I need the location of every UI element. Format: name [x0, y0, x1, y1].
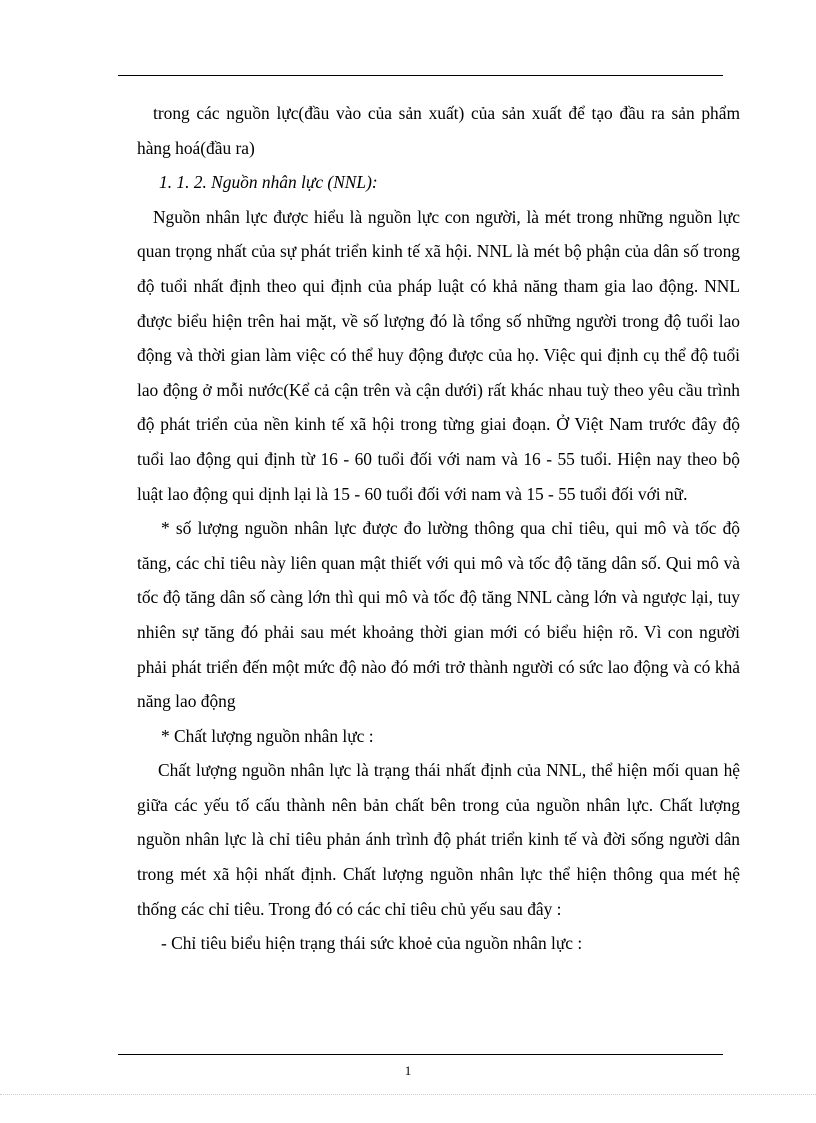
paragraph-nnl-quality: Chất lượng nguồn nhân lực là trạng thái nhất định của NNL, thể hiện mối quan hệ giữa các yếu tố cấu thành nên bản chất bên trong của nguồn nhân lực. Chất lượng nguồn nhân lực là chỉ tiêu phản ánh trình độ phát triển kinh tế và đời sống người dân trong mét xã hội nhất định. Chất lượng nguồn nhân lực thể hiện thông qua mét hệ thống các chỉ tiêu. Trong đó có các chỉ tiêu chủ yếu sau đây :: [137, 760, 740, 919]
paragraph-continuation: trong các nguồn lực(đầu vào của sản xuất) của sản xuất để tạo đầu ra sản phẩm hàng hoá(đầu ra): [137, 103, 740, 158]
list-item-health-indicator: - Chỉ tiêu biểu hiện trạng thái sức khoẻ của nguồn nhân lực :: [161, 933, 583, 954]
page-edge-divider: [0, 1094, 816, 1095]
document-body: [137, 96, 740, 961]
header-rule: [118, 75, 723, 76]
page-number: 1: [404, 1063, 412, 1078]
subheading-quality: * Chất lượng nguồn nhân lực :: [161, 725, 374, 746]
section-heading: 1. 1. 2. Nguồn nhân lực (NNL):: [159, 172, 378, 193]
paragraph-nnl-quantity: * số lượng nguồn nhân lực được đo lường thông qua chỉ tiêu, qui mô và tốc độ tăng, các chỉ tiêu này liên quan mật thiết với qui mô và tốc độ tăng dân số. Qui mô và tốc độ tăng dân số càng lớn thì qui mô và tốc độ tăng NNL càng lớn và ngược lại, tuy nhiên sự tăng đó phải sau mét khoảng thời gian mới có biểu hiện rõ. Vì con người phải phát triển đến một mức độ nào đó mới trở thành người có sức lao động và có khả năng lao động: [137, 518, 740, 712]
paragraph-nnl-definition: Nguồn nhân lực được hiểu là nguồn lực con người, là mét trong những nguồn lực quan trọng nhất của sự phát triển kinh tế xã hội. NNL là mét bộ phận của dân số trong độ tuổi nhất định theo qui định của pháp luật có khả năng tham gia lao động. NNL được biểu hiện trên hai mặt, về số lượng đó là tổng số những người trong độ tuổi lao động và thời gian làm việc có thể huy động được của họ. Việc qui định cụ thể độ tuổi lao động ở mỗi nước(Kể cả cận trên và cận dưới) rất khác nhau tuỳ theo yêu cầu trình độ phát triển của nền kinh tế xã hội trong từng giai đoạn. Ở Việt Nam trước đây độ tuổi lao động qui định từ 16 - 60 tuổi đối với nam và 16 - 55 tuổi. Hiện nay theo bộ luật lao động qui dịnh lại là 15 - 60 tuổi đối với nam và 15 - 55 tuổi đối với nữ.: [137, 206, 740, 504]
footer-rule: [118, 1054, 723, 1055]
